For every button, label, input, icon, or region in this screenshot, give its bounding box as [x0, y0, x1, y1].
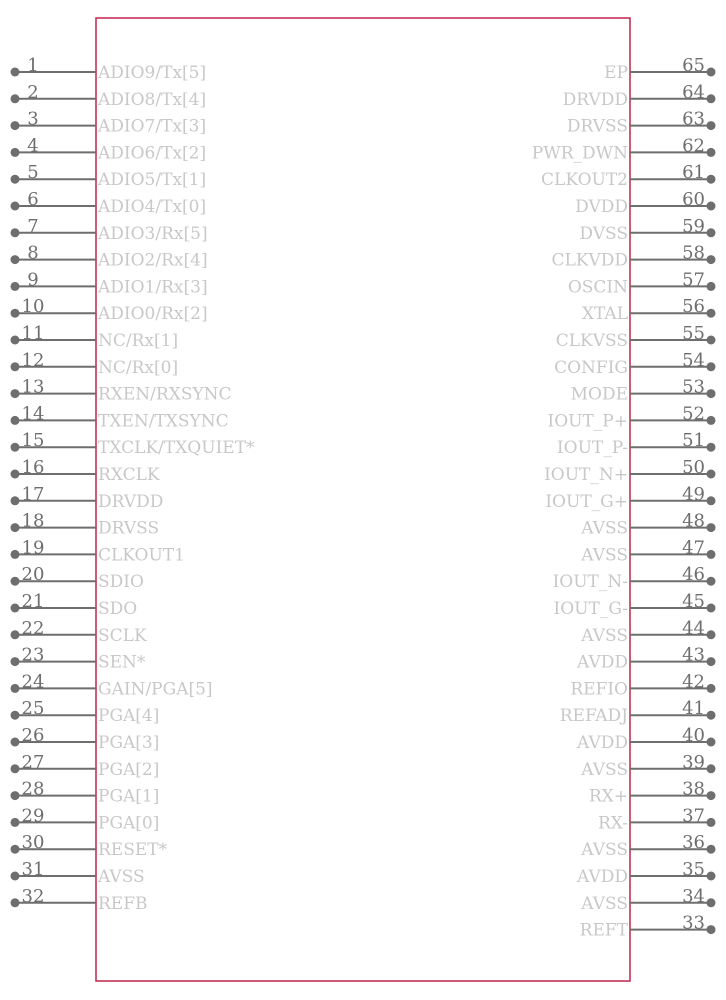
pin-number: 64: [682, 81, 705, 103]
pin-3: [11, 109, 207, 137]
pin-29: [11, 805, 160, 833]
pin-name: ADIO4/Tx[0]: [98, 197, 207, 217]
pin-endpoint-dot: [707, 336, 716, 345]
pin-14: [11, 403, 229, 431]
pin-number: 5: [27, 162, 39, 184]
pin-30: [11, 832, 168, 860]
pin-name: CLKOUT2: [541, 170, 628, 191]
pin-name: CLKVDD: [551, 250, 628, 271]
pin-name: TXEN/TXSYNC: [98, 411, 229, 432]
pin-2: [11, 82, 207, 110]
pin-number: 13: [21, 376, 45, 398]
pin-endpoint-dot: [11, 657, 20, 666]
pin-11: [11, 323, 179, 351]
pin-47: [580, 537, 715, 565]
pin-name: MODE: [570, 384, 628, 405]
pin-61: [541, 162, 715, 190]
pin-number: 37: [682, 805, 705, 827]
pin-name: GAIN/PGA[5]: [98, 679, 213, 700]
pin-name: PWR_DWN: [531, 143, 628, 164]
pin-name: CONFIG: [554, 357, 628, 378]
pin-endpoint-dot: [11, 496, 20, 505]
pin-number: 38: [682, 778, 705, 800]
pin-endpoint-dot: [707, 282, 716, 291]
pin-endpoint-dot: [707, 228, 716, 237]
pin-16: [11, 457, 160, 485]
pin-endpoint-dot: [11, 148, 20, 157]
pin-endpoint-dot: [11, 416, 20, 425]
pin-name: PGA[3]: [98, 733, 160, 753]
pin-name: AVDD: [577, 652, 628, 673]
pin-number: 4: [27, 135, 39, 157]
pin-name: AVSS: [581, 545, 628, 566]
pin-number: 31: [21, 859, 45, 880]
pin-7: [11, 216, 208, 244]
pin-number: 61: [682, 162, 705, 184]
pin-25: [11, 698, 160, 726]
pin-53: [571, 377, 716, 405]
pin-number: 3: [27, 108, 39, 130]
pin-number: 22: [21, 617, 45, 639]
pin-number: 25: [21, 698, 45, 720]
pin-name: ADIO3/Rx[5]: [98, 223, 208, 244]
pin-endpoint-dot: [707, 604, 716, 613]
pin-name: IOUT_G-: [553, 599, 628, 619]
pin-21: [11, 591, 138, 619]
pin-36: [580, 832, 715, 860]
pin-name: PGA[4]: [98, 706, 160, 727]
pin-43: [576, 645, 715, 673]
pin-48: [580, 511, 715, 539]
pin-number: 58: [682, 242, 705, 264]
pin-endpoint-dot: [11, 362, 20, 371]
pin-name: AVSS: [581, 518, 628, 539]
pin-number: 44: [682, 617, 705, 639]
pin-name: AVDD: [577, 733, 628, 753]
pin-57: [568, 269, 716, 297]
pin-number: 16: [21, 457, 45, 478]
pin-20: [11, 564, 144, 592]
pin-name: ADIO6/Tx[2]: [98, 143, 207, 164]
pin-number: 50: [682, 457, 705, 478]
pin-number: 45: [682, 591, 705, 612]
pin-number: 40: [682, 725, 705, 746]
pin-6: [11, 189, 207, 217]
pin-number: 43: [682, 644, 705, 666]
pin-56: [582, 296, 716, 324]
pin-name: AVDD: [577, 867, 628, 887]
pin-endpoint-dot: [11, 550, 20, 559]
pin-name: DRVSS: [98, 518, 160, 539]
right-pin-group: [532, 55, 716, 941]
pin-name: ADIO5/Tx[1]: [98, 170, 207, 191]
pin-number: 19: [21, 537, 45, 559]
pin-name: DRVDD: [562, 89, 628, 110]
pin-number: 55: [682, 323, 705, 344]
pin-34: [580, 886, 715, 914]
pin-number: 30: [21, 832, 45, 854]
pin-endpoint-dot: [11, 630, 20, 639]
pin-endpoint-dot: [707, 255, 716, 264]
pin-endpoint-dot: [707, 711, 716, 720]
pin-number: 33: [682, 912, 705, 934]
left-pin-group: [11, 55, 256, 914]
pin-number: 51: [682, 430, 705, 452]
pin-endpoint-dot: [707, 121, 716, 130]
pin-35: [576, 859, 715, 887]
pin-name: NC/Rx[0]: [98, 357, 179, 378]
pin-endpoint-dot: [707, 764, 716, 773]
pin-33: [580, 913, 716, 941]
pin-51: [557, 430, 716, 458]
pin-name: OSCIN: [567, 277, 628, 298]
pin-name: DVSS: [579, 223, 628, 244]
pin-endpoint-dot: [11, 94, 20, 103]
pin-65: [604, 55, 715, 83]
pin-number: 60: [682, 189, 705, 210]
pin-name: AVSS: [581, 893, 628, 914]
pin-endpoint-dot: [707, 550, 716, 559]
pin-number: 9: [27, 269, 39, 291]
pin-endpoint-dot: [707, 68, 716, 77]
pin-endpoint-dot: [707, 202, 716, 211]
pin-42: [570, 671, 715, 699]
pin-number: 36: [682, 832, 705, 854]
pin-40: [576, 725, 715, 753]
pin-55: [556, 323, 716, 351]
pin-58: [551, 243, 715, 271]
pin-name: SCLK: [98, 625, 147, 646]
pin-28: [11, 779, 160, 807]
pin-number: 12: [21, 349, 45, 371]
pin-name: SDO: [98, 599, 138, 619]
pin-number: 34: [682, 885, 705, 907]
pin-name: EP: [604, 63, 628, 83]
pin-name: RX-: [597, 813, 628, 834]
pin-name: IOUT_N+: [544, 465, 628, 485]
pin-number: 24: [21, 671, 45, 693]
pin-41: [560, 698, 716, 726]
pin-number: 27: [21, 751, 45, 773]
pin-name: RX+: [588, 786, 628, 807]
pin-name: AVSS: [581, 840, 628, 861]
pin-name: CLKOUT1: [98, 545, 185, 566]
pin-number: 65: [682, 55, 705, 76]
pin-endpoint-dot: [11, 255, 20, 264]
pin-number: 21: [21, 591, 45, 612]
pin-number: 14: [21, 403, 45, 425]
pin-name: SDIO: [98, 572, 144, 593]
pin-name: RXCLK: [98, 465, 160, 485]
pin-name: ADIO2/Rx[4]: [98, 250, 208, 271]
pin-number: 35: [682, 859, 705, 880]
pin-endpoint-dot: [707, 309, 716, 318]
pin-52: [547, 403, 715, 431]
pin-name: REFIO: [570, 679, 628, 700]
pin-endpoint-dot: [707, 148, 716, 157]
pin-endpoint-dot: [707, 470, 716, 479]
pin-name: IOUT_P+: [547, 411, 628, 432]
pin-name: DVDD: [575, 197, 628, 217]
pin-32: [11, 886, 148, 914]
pin-endpoint-dot: [707, 630, 716, 639]
pin-endpoint-dot: [11, 845, 20, 854]
pin-27: [11, 752, 160, 780]
pin-number: 18: [21, 510, 45, 532]
pin-endpoint-dot: [11, 523, 20, 532]
pin-name: REFT: [579, 920, 628, 941]
pin-endpoint-dot: [11, 791, 20, 800]
pin-number: 56: [682, 296, 705, 318]
pin-number: 57: [682, 269, 705, 291]
pin-name: SEN*: [98, 652, 146, 673]
pin-endpoint-dot: [707, 523, 716, 532]
pin-name: DRVDD: [98, 491, 164, 512]
pin-name: RESET*: [98, 840, 168, 861]
pin-9: [11, 269, 208, 297]
pin-19: [11, 537, 185, 565]
pin-number: 49: [682, 483, 705, 505]
pin-18: [11, 511, 160, 539]
pin-endpoint-dot: [707, 389, 716, 398]
pin-10: [11, 296, 208, 324]
pin-number: 63: [682, 108, 705, 130]
pin-name: ADIO8/Tx[4]: [98, 89, 207, 110]
pin-number: 39: [682, 751, 705, 773]
pin-name: AVSS: [98, 867, 145, 887]
pin-name: IOUT_G+: [545, 491, 628, 512]
pin-endpoint-dot: [707, 818, 716, 827]
pin-name: ADIO0/Rx[2]: [98, 304, 208, 325]
pin-endpoint-dot: [11, 818, 20, 827]
pin-name: REFB: [98, 893, 148, 914]
pin-name: NC/Rx[1]: [98, 331, 179, 351]
pin-number: 47: [682, 537, 705, 559]
pin-endpoint-dot: [707, 577, 716, 586]
pin-name: REFADJ: [559, 706, 628, 727]
pin-endpoint-dot: [11, 470, 20, 479]
pin-31: [11, 859, 145, 887]
pin-endpoint-dot: [11, 309, 20, 318]
pin-endpoint-dot: [11, 604, 20, 613]
pin-46: [553, 564, 716, 592]
pin-endpoint-dot: [11, 764, 20, 773]
pin-endpoint-dot: [707, 898, 716, 907]
pin-name: XTAL: [581, 304, 628, 325]
pin-number: 6: [27, 189, 39, 210]
pin-endpoint-dot: [11, 577, 20, 586]
pin-endpoint-dot: [11, 872, 20, 881]
pin-name: AVSS: [581, 759, 628, 780]
pin-15: [11, 430, 256, 458]
pin-endpoint-dot: [11, 336, 20, 345]
pin-endpoint-dot: [11, 228, 20, 237]
pin-64: [563, 82, 716, 110]
pin-13: [11, 377, 232, 405]
pin-endpoint-dot: [707, 443, 716, 452]
pin-name: TXCLK/TXQUIET*: [98, 438, 255, 459]
pin-name: DRVSS: [566, 116, 628, 137]
pin-endpoint-dot: [707, 657, 716, 666]
pin-12: [11, 350, 179, 378]
pin-23: [11, 645, 146, 673]
pin-number: 53: [682, 376, 705, 398]
pin-22: [11, 618, 147, 646]
pin-number: 41: [682, 698, 705, 720]
pin-endpoint-dot: [707, 362, 716, 371]
pin-endpoint-dot: [707, 496, 716, 505]
pin-4: [11, 135, 207, 163]
pin-number: 28: [21, 778, 45, 800]
pin-name: RXEN/RXSYNC: [98, 384, 232, 405]
pin-endpoint-dot: [11, 898, 20, 907]
pin-name: AVSS: [581, 625, 628, 646]
pin-5: [11, 162, 207, 190]
pin-26: [11, 725, 160, 753]
pin-number: 11: [21, 323, 45, 344]
pin-endpoint-dot: [707, 925, 716, 934]
pin-endpoint-dot: [707, 872, 716, 881]
pin-number: 7: [27, 215, 39, 237]
pin-name: IOUT_P-: [556, 438, 628, 459]
pin-endpoint-dot: [707, 845, 716, 854]
pin-60: [575, 189, 715, 217]
pin-39: [580, 752, 715, 780]
pin-number: 10: [21, 296, 45, 318]
pin-endpoint-dot: [11, 175, 20, 184]
pin-endpoint-dot: [11, 738, 20, 747]
pin-endpoint-dot: [11, 684, 20, 693]
pin-name: PGA[1]: [98, 786, 160, 807]
pin-endpoint-dot: [707, 94, 716, 103]
pin-54: [554, 350, 715, 378]
pin-number: 23: [21, 644, 45, 666]
pin-number: 59: [682, 215, 705, 237]
pin-number: 32: [21, 885, 45, 907]
pin-name: CLKVSS: [555, 331, 628, 351]
pin-number: 29: [21, 805, 45, 827]
pin-37: [598, 805, 716, 833]
pin-24: [11, 671, 213, 699]
pin-endpoint-dot: [11, 68, 20, 77]
pin-endpoint-dot: [11, 711, 20, 720]
pin-number: 20: [21, 564, 45, 586]
pin-name: PGA[0]: [98, 813, 160, 834]
pin-63: [567, 109, 716, 137]
pin-45: [554, 591, 716, 619]
pin-number: 2: [27, 81, 39, 103]
pin-number: 62: [682, 135, 705, 157]
pin-endpoint-dot: [707, 684, 716, 693]
pin-name: PGA[2]: [98, 759, 160, 780]
pin-number: 1: [27, 55, 39, 76]
pin-8: [11, 243, 208, 271]
pin-1: [11, 55, 207, 83]
pin-number: 8: [27, 242, 39, 264]
pin-name: IOUT_N-: [552, 572, 628, 593]
pin-number: 46: [682, 564, 705, 586]
pin-number: 52: [682, 403, 705, 425]
pin-endpoint-dot: [11, 443, 20, 452]
pin-name: ADIO1/Rx[3]: [98, 277, 208, 298]
pin-number: 48: [682, 510, 705, 532]
pin-number: 17: [21, 483, 45, 505]
pin-endpoint-dot: [11, 121, 20, 130]
pin-endpoint-dot: [707, 416, 716, 425]
pin-endpoint-dot: [707, 738, 716, 747]
pin-name: ADIO9/Tx[5]: [98, 63, 207, 83]
pin-number: 54: [682, 349, 705, 371]
pin-endpoint-dot: [707, 791, 716, 800]
pin-endpoint-dot: [11, 282, 20, 291]
pin-endpoint-dot: [707, 175, 716, 184]
pin-name: ADIO7/Tx[3]: [98, 116, 207, 137]
pin-44: [580, 618, 715, 646]
pin-number: 42: [682, 671, 705, 693]
pin-38: [589, 779, 716, 807]
pin-59: [579, 216, 715, 244]
pin-17: [11, 484, 164, 512]
pin-number: 26: [21, 725, 45, 746]
pin-endpoint-dot: [11, 202, 20, 211]
pin-number: 15: [21, 430, 45, 452]
pin-endpoint-dot: [11, 389, 20, 398]
pin-62: [532, 135, 716, 163]
